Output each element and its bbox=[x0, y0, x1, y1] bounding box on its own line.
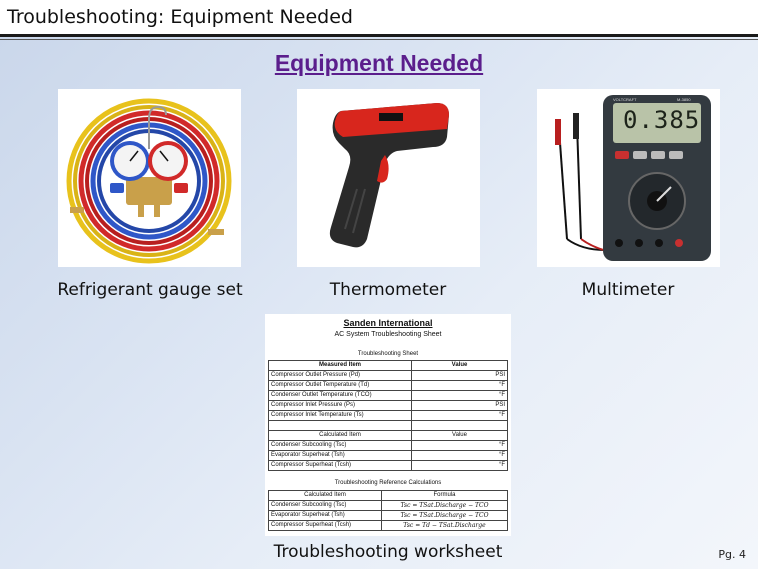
multimeter-model: M-3850 bbox=[677, 97, 691, 102]
calculated-header-item: Calculated Item bbox=[269, 431, 412, 441]
caption-thermometer: Thermometer bbox=[329, 280, 447, 300]
refrigerant-gauge-set-image bbox=[58, 89, 241, 267]
infrared-thermometer-image bbox=[297, 89, 480, 267]
row-item: Condenser Subcooling (Tsc) bbox=[269, 501, 382, 511]
row-item: Evaporator Superheat (Tsh) bbox=[269, 451, 412, 461]
table-row bbox=[269, 461, 508, 471]
row-item: Compressor Inlet Temperature (Ts) bbox=[269, 411, 412, 421]
row-unit: °F bbox=[412, 381, 508, 391]
row-formula: Tsc = Td − TSat.Discharge bbox=[382, 521, 508, 531]
table-row bbox=[269, 441, 508, 451]
worksheet-subtitle: AC System Troubleshooting Sheet bbox=[334, 331, 442, 338]
table-row bbox=[269, 451, 508, 461]
row-unit: PSI bbox=[412, 401, 508, 411]
reference-title: Troubleshooting Reference Calculations bbox=[334, 480, 442, 486]
reference-header-item: Calculated Item bbox=[269, 491, 382, 501]
caption-multimeter: Multimeter bbox=[581, 280, 675, 300]
row-unit: °F bbox=[412, 461, 508, 471]
measured-table bbox=[268, 360, 508, 471]
calculated-header-value: Value bbox=[412, 431, 508, 441]
row-formula: Tsc = TSat.Discharge − TCO bbox=[382, 511, 508, 521]
row-unit: °F bbox=[412, 411, 508, 421]
multimeter-display: 0.385 bbox=[623, 106, 701, 134]
row-item: Compressor Outlet Pressure (Pd) bbox=[269, 371, 412, 381]
section-heading: Equipment Needed bbox=[274, 50, 484, 76]
row-item: Compressor Superheat (Tcsh) bbox=[269, 461, 412, 471]
row-item: Compressor Superheat (Tcsh) bbox=[269, 521, 382, 531]
table-row bbox=[269, 381, 508, 391]
row-item: Condenser Outlet Temperature (TCO) bbox=[269, 391, 412, 401]
row-unit: °F bbox=[412, 441, 508, 451]
reference-header-formula: Formula bbox=[382, 491, 508, 501]
caption-gauge-set: Refrigerant gauge set bbox=[57, 280, 243, 300]
row-unit: °F bbox=[412, 391, 508, 401]
reference-table bbox=[268, 490, 508, 531]
table-row bbox=[269, 391, 508, 401]
table-row bbox=[269, 501, 508, 511]
table-row bbox=[269, 521, 508, 531]
troubleshooting-worksheet bbox=[265, 314, 511, 536]
title-bar bbox=[0, 0, 758, 34]
measured-header-value: Value bbox=[412, 361, 508, 371]
caption-worksheet: Troubleshooting worksheet bbox=[273, 542, 503, 562]
worksheet-title: Sanden International bbox=[343, 318, 433, 328]
slide-title: Troubleshooting: Equipment Needed bbox=[7, 6, 353, 28]
row-item: Evaporator Superheat (Tsh) bbox=[269, 511, 382, 521]
table-row bbox=[269, 511, 508, 521]
row-formula: Tsc = TSat.Discharge − TCO bbox=[382, 501, 508, 511]
title-divider bbox=[0, 34, 758, 37]
page-number: Pg. 4 bbox=[718, 548, 746, 561]
row-unit: PSI bbox=[412, 371, 508, 381]
title-divider-thin bbox=[0, 39, 758, 40]
table-row bbox=[269, 411, 508, 421]
table-row bbox=[269, 401, 508, 411]
row-item: Compressor Outlet Temperature (Td) bbox=[269, 381, 412, 391]
row-item: Condenser Subcooling (Tsc) bbox=[269, 441, 412, 451]
measured-header-item: Measured Item bbox=[269, 361, 412, 371]
multimeter-image bbox=[537, 89, 720, 267]
table-row bbox=[269, 371, 508, 381]
sheet-title: Troubleshooting Sheet bbox=[357, 351, 419, 357]
spacer-row bbox=[269, 421, 508, 431]
row-unit: °F bbox=[412, 451, 508, 461]
row-item: Compressor Inlet Pressure (Ps) bbox=[269, 401, 412, 411]
multimeter-brand: VOLTCRAFT bbox=[613, 97, 637, 102]
